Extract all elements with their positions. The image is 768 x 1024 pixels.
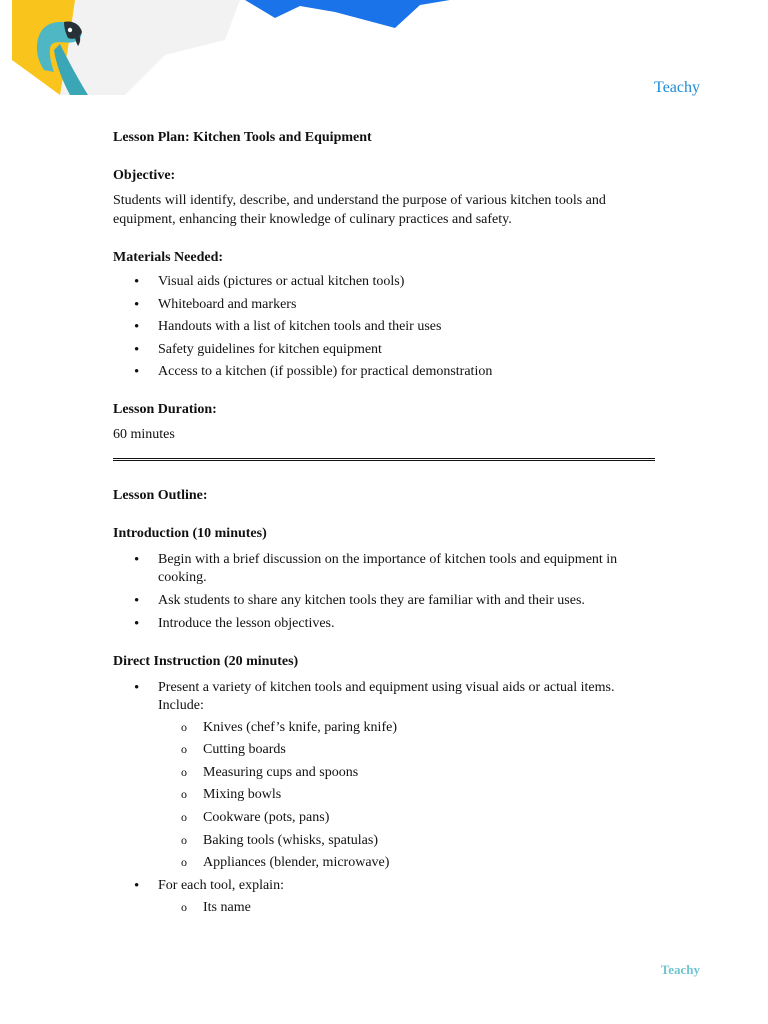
list-item: • Access to a kitchen (if possible) for practical demonstration xyxy=(113,363,658,381)
direct-instruction-list xyxy=(113,679,658,917)
duration-heading: Lesson Duration: xyxy=(113,402,217,418)
introduction-list xyxy=(113,551,658,632)
header-decoration xyxy=(0,0,768,110)
tools-sublist xyxy=(158,719,658,873)
sublist-item: o Cookware (pots, pans) xyxy=(158,809,658,827)
materials-section xyxy=(113,249,658,381)
sublist-item: o Measuring cups and spoons xyxy=(158,764,658,782)
introduction-section xyxy=(113,525,658,632)
objective-section xyxy=(113,167,658,229)
outline-heading: Lesson Outline: xyxy=(113,488,208,504)
sublist-item: o Mixing bowls xyxy=(158,786,658,804)
sublist-item: o Its name xyxy=(158,899,658,917)
list-item: • Ask students to share any kitchen tools they are familiar with and their uses. xyxy=(113,592,658,610)
objective-text: Students will identify, describe, and understand the purpose of various kitchen tools and equipment, enhancing their knowledge of culinary practices and safety. xyxy=(113,193,606,227)
direct-instruction-heading: Direct Instruction (20 minutes) xyxy=(113,653,299,669)
lesson-document xyxy=(113,129,658,937)
objective-heading: Objective: xyxy=(113,168,176,183)
brand-name-footer: Teachy xyxy=(660,962,700,977)
gray-shape xyxy=(60,0,240,95)
introduction-heading: Introduction (10 minutes) xyxy=(113,526,267,542)
list-item-text: For each tool, explain: xyxy=(158,877,284,893)
list-item: • Introduce the lesson objectives. xyxy=(113,615,658,633)
sublist-item: o Knives (chef’s knife, paring knife) xyxy=(158,719,658,737)
sublist-item: o Appliances (blender, microwave) xyxy=(158,854,658,872)
blue-shape xyxy=(245,0,450,28)
document-title: Lesson Plan: Kitchen Tools and Equipment xyxy=(113,130,372,145)
list-item-text: Present a variety of kitchen tools and equipment using visual aids or actual items. Include: xyxy=(158,679,615,713)
list-item: • Safety guidelines for kitchen equipment xyxy=(113,341,658,359)
list-item xyxy=(113,679,658,873)
list-item: • Begin with a brief discussion on the importance of kitchen tools and equipment in cooking. xyxy=(113,551,658,587)
direct-instruction-section xyxy=(113,653,658,917)
duration-text: 60 minutes xyxy=(113,427,175,443)
duration-section xyxy=(113,401,658,444)
materials-heading: Materials Needed: xyxy=(113,250,224,265)
sublist-item: o Baking tools (whisks, spatulas) xyxy=(158,832,658,850)
section-divider xyxy=(113,458,655,461)
explain-sublist xyxy=(158,899,658,917)
list-item: • Visual aids (pictures or actual kitchen tools) xyxy=(113,273,658,291)
brand-name-top: Teachy xyxy=(654,79,700,96)
list-item xyxy=(113,877,658,917)
materials-list xyxy=(113,273,658,381)
list-item: • Whiteboard and markers xyxy=(113,296,658,314)
list-item: • Handouts with a list of kitchen tools and their uses xyxy=(113,318,658,336)
sublist-item: o Cutting boards xyxy=(158,741,658,759)
